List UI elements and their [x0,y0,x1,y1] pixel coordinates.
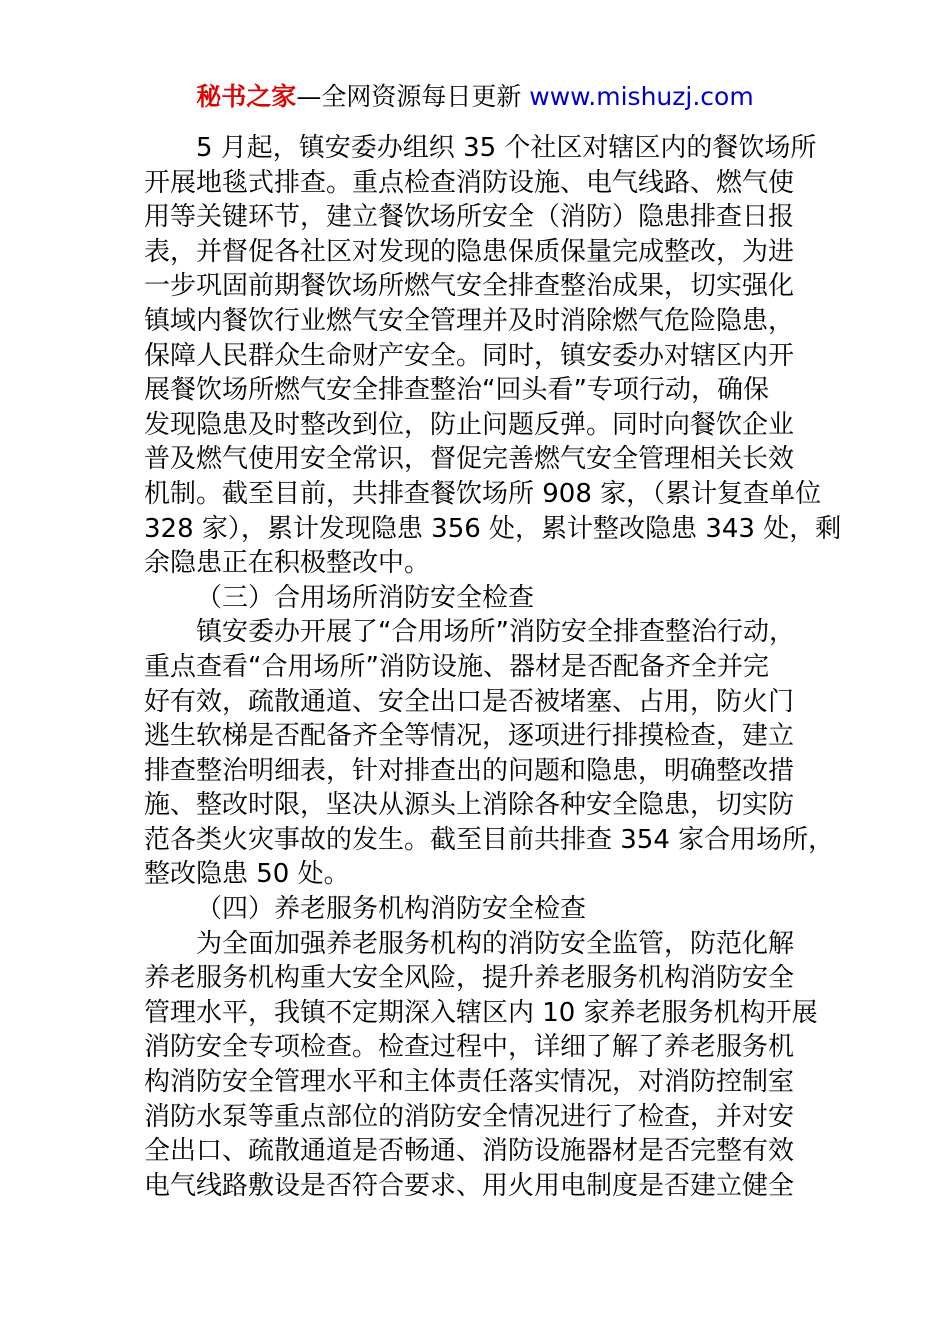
text-line: 机制。截至目前，共排查餐饮场所 908 家，（累计复查单位 [144,478,822,509]
text-line: 范各类火灾事故的发生。截至目前共排查 354 家合用场所， [144,824,835,855]
text-line: 电气线路敷设是否符合要求、用火用电制度是否建立健全 [144,1170,795,1201]
text-line: 镇安委办开展了“合用场所”消防安全排查整治行动， [196,617,795,648]
text-line: 用等关键环节，建立餐饮场所安全（消防）隐患排查日报 [144,202,795,233]
text-line: （四）养老服务机构消防安全检查 [196,894,587,925]
text-line: 全出口、疏散通道是否畅通、消防设施器材是否完整有效 [144,1136,795,1167]
text-line: 展餐饮场所燃气安全排查整治“回头看”专项行动，确保 [144,375,769,406]
site-brand: 秘书之家 [196,82,297,111]
text-line: 好有效，疏散通道、安全出口是否被堵塞、占用，防火门 [144,686,795,717]
text-line: 逃生软梯是否配备齐全等情况，逐项进行排摸检查，建立 [144,721,795,752]
text-line: 管理水平，我镇不定期深入辖区内 10 家养老服务机构开展 [144,997,818,1028]
text-line: 消防安全专项检查。检查过程中，详细了解了养老服务机 [144,1032,795,1063]
text-line: 328 家），累计发现隐患 356 处，累计整改隐患 343 处，剩 [144,513,842,544]
text-line: 重点查看“合用场所”消防设施、器材是否配备齐全并完 [144,651,769,682]
text-line: 消防水泵等重点部位的消防安全情况进行了检查，并对安 [144,1101,795,1132]
text-line: 发现隐患及时整改到位，防止问题反弹。同时向餐饮企业 [144,409,795,440]
site-header [0,80,950,114]
text-line: 为全面加强养老服务机构的消防安全监管，防范化解 [196,928,795,959]
text-line: 一步巩固前期餐饮场所燃气安全排查整治成果，切实强化 [144,271,795,302]
text-line: 表，并督促各社区对发现的隐患保质保量完成整改，为进 [144,236,795,267]
text-line: 余隐患正在积极整改中。 [144,548,431,579]
text-line: （三）合用场所消防安全检查 [196,582,535,613]
text-line: 镇域内餐饮行业燃气安全管理并及时消除燃气危险隐患， [144,305,795,336]
text-line: 5 月起，镇安委办组织 35 个社区对辖区内的餐饮场所 [196,133,817,163]
text-line: 构消防安全管理水平和主体责任落实情况，对消防控制室 [144,1067,795,1098]
text-line: 整改隐患 50 处。 [144,859,350,890]
document-body [144,131,842,1203]
text-line: 排查整治明细表，针对排查出的问题和隐患，明确整改措 [144,755,795,786]
text-line: 养老服务机构重大安全风险，提升养老服务机构消防安全 [144,963,795,994]
text-line: 施、整改时限，坚决从源头上消除各种安全隐患，切实防 [144,790,795,821]
site-tagline: —全网资源每日更新 [296,82,530,111]
site-url-link[interactable]: www.mishuzj.com [529,82,754,111]
text-line: 保障人民群众生命财产安全。同时，镇安委办对辖区内开 [144,340,795,371]
text-line: 普及燃气使用安全常识，督促完善燃气安全管理相关长效 [144,444,795,475]
text-line: 开展地毯式排查。重点检查消防设施、电气线路、燃气使 [144,167,795,198]
